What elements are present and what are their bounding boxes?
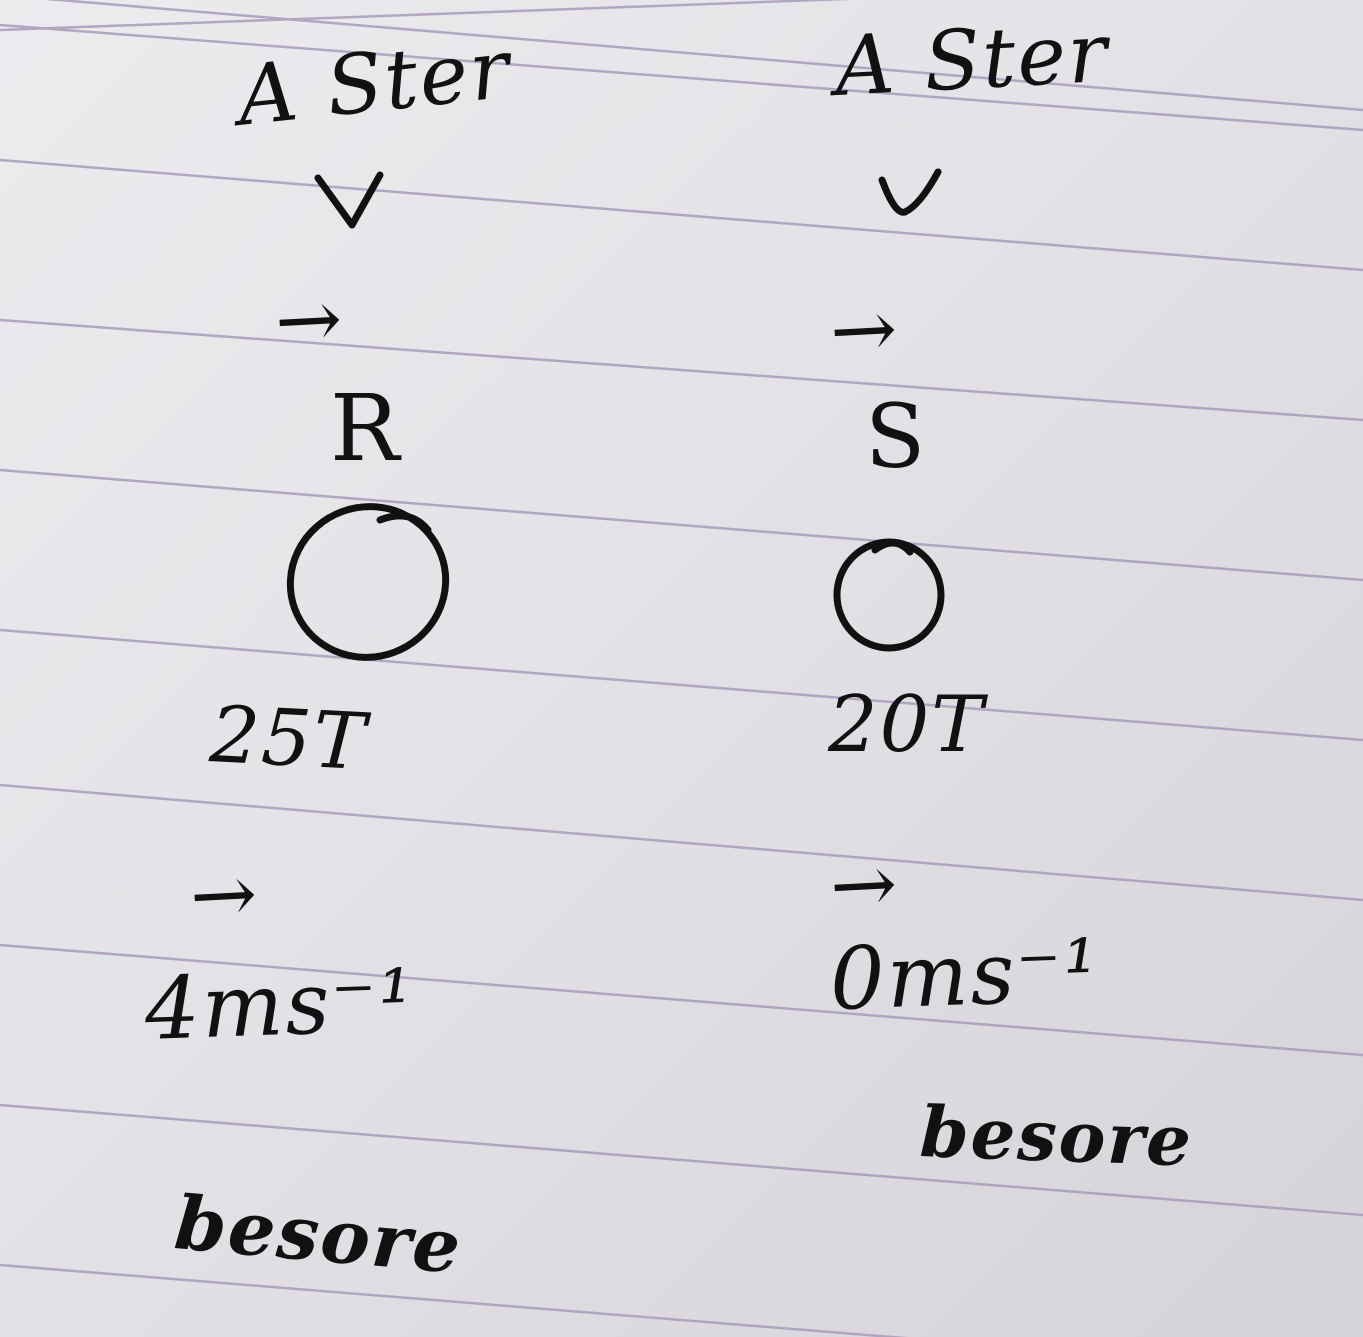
- left-tick-icon: [318, 175, 380, 225]
- left-arrow-2: →: [187, 846, 262, 943]
- left-circle-icon: [269, 485, 467, 679]
- left-mass: 25T: [207, 690, 370, 789]
- left-arrow-1: →: [272, 271, 347, 368]
- right-mass: 20T: [828, 680, 986, 770]
- left-heading: A Ster: [233, 21, 516, 145]
- right-circle-icon: [837, 542, 941, 648]
- right-heading: A Ster: [832, 5, 1112, 115]
- left-caption: besore: [171, 1180, 466, 1291]
- right-letter: S: [865, 385, 928, 488]
- left-letter: R: [330, 375, 402, 482]
- left-velocity: 4ms⁻¹: [143, 950, 417, 1060]
- right-velocity: 0ms⁻¹: [828, 920, 1102, 1030]
- right-arrow-2: →: [827, 836, 902, 933]
- right-caption: besore: [918, 1090, 1195, 1183]
- right-arrow-1: →: [827, 281, 902, 378]
- right-tick-icon: [882, 172, 938, 212]
